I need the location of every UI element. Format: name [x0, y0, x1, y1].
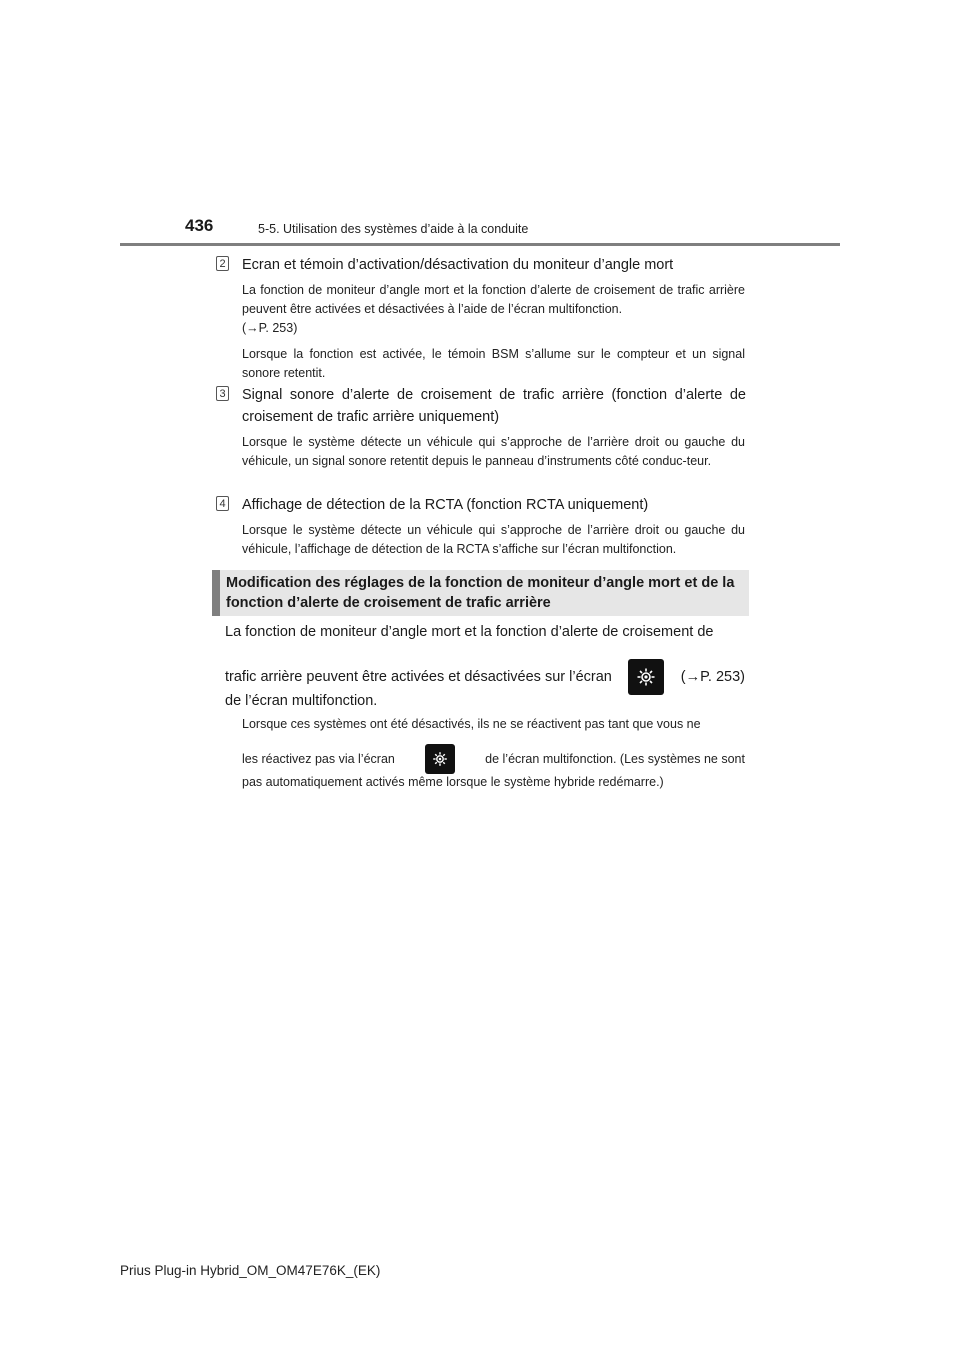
main-line-1: La fonction de moniteur d’angle mort et la fonction d’alerte de croisement de	[225, 624, 714, 640]
section-path: 5-5. Utilisation des systèmes d’aide à la conduite	[258, 222, 529, 236]
item-number-badge: 3	[216, 386, 229, 401]
gear-icon	[628, 659, 664, 695]
gear-icon	[425, 744, 455, 774]
main-line-2-text: trafic arrière peuvent être activées et désactivées sur l’écran	[225, 669, 612, 685]
note-line-2	[242, 743, 745, 775]
item-title: Affichage de détection de la RCTA (fonction RCTA uniquement)	[242, 497, 649, 513]
header-divider	[120, 243, 840, 246]
item-title: Ecran et témoin d’activation/désactivation du moniteur d’angle mort	[242, 257, 674, 273]
main-line-3: de l’écran multifonction.	[225, 693, 378, 709]
item-3-heading	[216, 384, 746, 428]
note-line-2-text: les réactivez pas via l’écran	[242, 752, 395, 766]
page-number: 436	[185, 216, 214, 235]
note-paragraph	[242, 717, 745, 797]
item-paragraph: Lorsque le système détecte un véhicule qui s’approche de l’arrière droit ou gauche du véhicule, un signal sonore retentit depuis le panneau d’instruments côté conduc-teur.	[242, 435, 745, 468]
document-footer: Prius Plug-in Hybrid_OM_OM47E76K_(EK)	[120, 1263, 381, 1278]
main-line-2	[225, 658, 745, 696]
item-2-body	[242, 281, 745, 383]
item-4-heading	[216, 494, 746, 516]
page-reference: (→P. 253)	[242, 321, 298, 335]
item-number-badge: 4	[216, 496, 229, 511]
page-reference: (→P. 253)	[680, 669, 745, 685]
item-number-badge: 2	[216, 256, 229, 271]
section-heading-box	[212, 570, 749, 616]
note-line-3: pas automatiquement activés même lorsque le système hybride redémarre.)	[242, 775, 664, 789]
note-line-2-rest: de l’écran multifonction. (Les systèmes ne sont	[485, 752, 745, 766]
item-paragraph: La fonction de moniteur d’angle mort et la fonction d’alerte de croisement de trafic arrière peuvent être activées et désactivées à l’aide de l’écran multifonction.	[242, 283, 745, 316]
item-4-body	[242, 521, 745, 559]
item-paragraph: Lorsque le système détecte un véhicule qui s’approche de l’arrière droit ou gauche du véhicule, l’affichage de détection de la RCTA s’affiche sur l’écran multifonction.	[242, 523, 745, 556]
main-paragraph	[225, 624, 745, 714]
item-3-body	[242, 433, 745, 471]
section-title: Modification des réglages de la fonction de moniteur d’angle mort et de la fonction d’alerte de croisement de trafic arrière	[226, 575, 735, 611]
item-paragraph: Lorsque la fonction est activée, le témoin BSM s’allume sur le compteur et un signal sonore retentit.	[242, 347, 745, 380]
section-accent-bar	[212, 570, 220, 616]
note-line-1: Lorsque ces systèmes ont été désactivés, ils ne se réactivent pas tant que vous ne	[242, 717, 701, 731]
item-title: Signal sonore d’alerte de croisement de trafic arrière (fonction d’alerte de croisement de trafic arrière uniquement)	[242, 387, 746, 425]
item-2-heading	[216, 254, 746, 276]
